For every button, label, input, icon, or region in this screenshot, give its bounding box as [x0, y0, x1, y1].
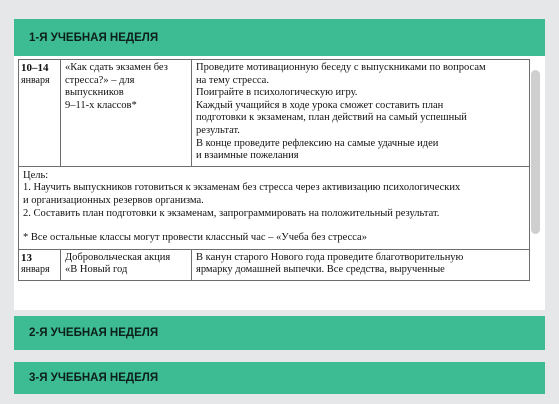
topic-line: Добровольческая акция — [65, 251, 171, 263]
table-row — [19, 249, 530, 280]
date-cell — [19, 60, 61, 167]
description-line: на тему стресса. — [196, 74, 269, 86]
date-range: 10–14 — [21, 62, 49, 74]
topic-line: 9–11-х классов* — [65, 99, 137, 111]
spacer — [23, 220, 525, 232]
topic-cell — [61, 60, 192, 167]
table-row — [19, 60, 530, 167]
week-2-header[interactable] — [14, 316, 545, 350]
goal-item: 2. Составить план подготовки к экзаменам, запрограммировать на положительный результат. — [23, 207, 440, 219]
week-1-content — [18, 59, 530, 281]
topic-line: выпускников — [65, 87, 124, 99]
description-line: и взаимные пожелания — [196, 150, 299, 162]
week-2-title: 2-Я УЧЕБНАЯ НЕДЕЛЯ — [29, 327, 159, 339]
description-line: подготовки к экзаменам, план действий на самый успешный — [196, 112, 467, 124]
description-cell — [192, 249, 530, 280]
description-line: Проведите мотивационную беседу с выпускниками по вопросам — [196, 62, 486, 73]
description-line: Каждый учащийся в ходе урока сможет составить план — [196, 99, 444, 111]
topic-cell — [61, 249, 192, 280]
scrollbar[interactable] — [531, 70, 540, 234]
date-month: января — [21, 74, 50, 86]
week-1-header[interactable] — [14, 19, 545, 56]
description-line: Поиграйте в психологическую игру. — [196, 87, 358, 99]
week-3-header[interactable] — [14, 362, 545, 394]
goal-note: * Все остальные классы могут провести классный час – «Учеба без стресса» — [23, 232, 367, 244]
description-line: В конце проведите рефлексию на самые удачные идеи — [196, 137, 439, 149]
goal-cell — [19, 166, 530, 249]
date-cell — [19, 249, 61, 280]
description-line: В канун старого Нового года проведите благотворительную — [196, 251, 464, 263]
date-range: 13 — [21, 251, 32, 264]
table-row — [19, 166, 530, 249]
week-1-panel[interactable] — [14, 56, 545, 310]
description-line: ярмарку домашней выпечки. Все средства, вырученные — [196, 264, 445, 276]
schedule-table — [18, 59, 530, 281]
topic-line: «Как сдать экзамен без — [65, 62, 168, 73]
goal-item: 1. Научить выпускников готовиться к экзаменам без стресса через активизацию психологических — [23, 182, 461, 194]
week-1-title: 1-Я УЧЕБНАЯ НЕДЕЛЯ — [29, 31, 159, 44]
topic-line: «В Новый год — [65, 264, 128, 276]
topic-line: стресса?» – для — [65, 74, 135, 86]
description-line: результат. — [196, 124, 240, 136]
description-cell — [192, 60, 530, 167]
date-month: января — [21, 264, 50, 276]
goal-label: Цель: — [23, 169, 49, 181]
goal-item: и организационных резервов организма. — [23, 194, 204, 206]
week-3-title: 3-Я УЧЕБНАЯ НЕДЕЛЯ — [29, 372, 159, 384]
